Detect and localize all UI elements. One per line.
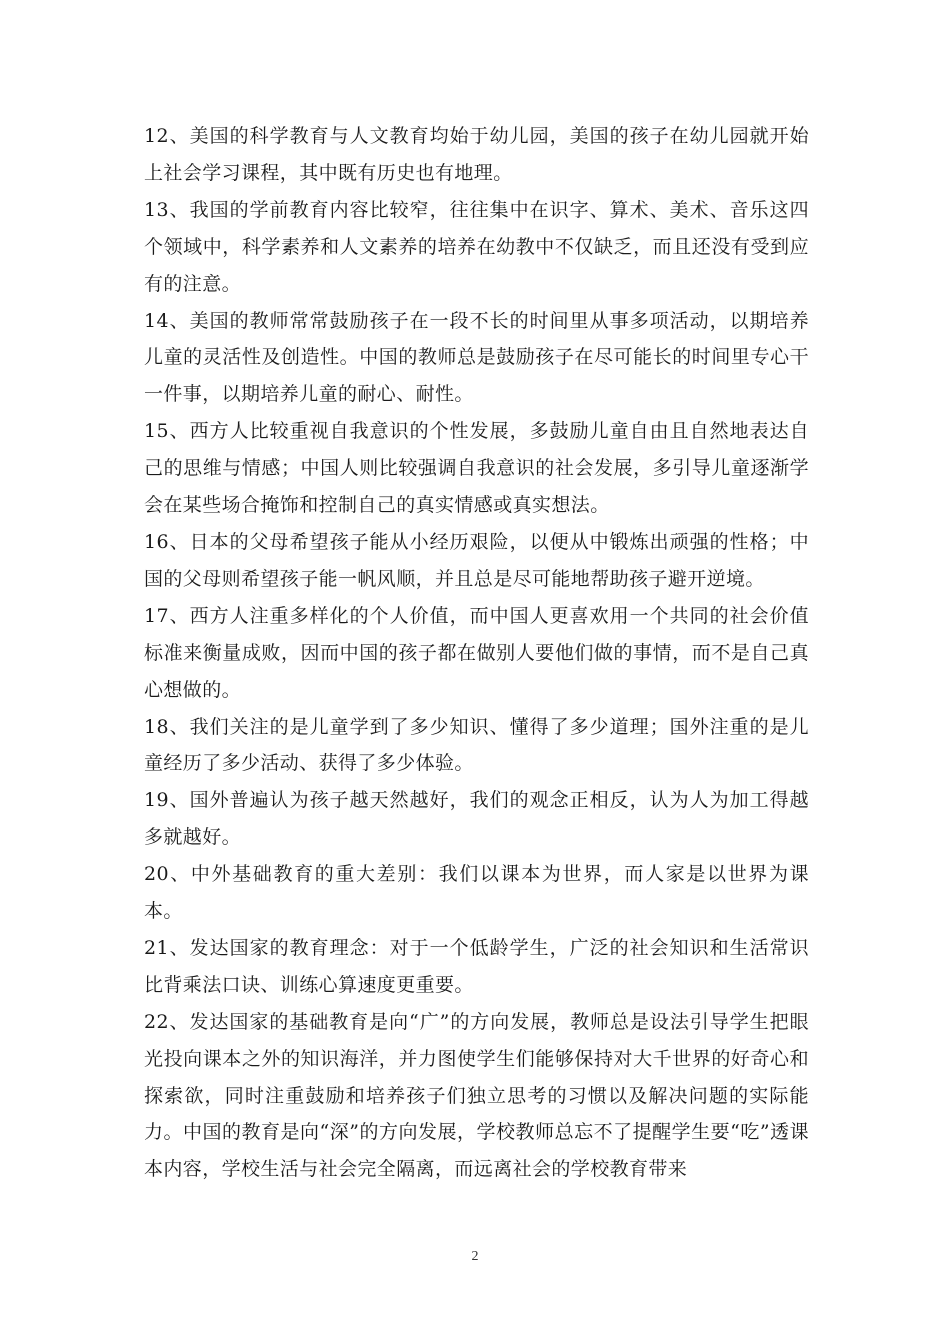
page-number: 2 [471,1249,479,1264]
paragraph-21: 21、发达国家的教育理念：对于一个低龄学生，广泛的社会知识和生活常识比背乘法口诀、训练心算速度更重要。 [144,936,809,996]
document-body [144,118,809,1188]
paragraph-13: 13、我国的学前教育内容比较窄，往往集中在识字、算术、美术、音乐这四个领域中，科学素养和人文素养的培养在幼教中不仅缺乏，而且还没有受到应有的注意。 [144,198,809,295]
paragraph-22: 22、发达国家的基础教育是向“广”的方向发展，教师总是设法引导学生把眼光投向课本之外的知识海洋，并力图使学生们能够保持对大千世界的好奇心和探索欲，同时注重鼓励和培养孩子们独立思考的习惯以及解决问题的实际能力。中国的教育是向“深”的方向发展，学校教师总忘不了提醒学生要“吃”透课本内容，学校生活与社会完全隔离，而远离社会的学校教育带来 [144,1010,809,1181]
paragraph-16: 16、日本的父母希望孩子能从小经历艰险，以便从中锻炼出顽强的性格；中国的父母则希望孩子能一帆风顺，并且总是尽可能地帮助孩子避开逆境。 [144,530,809,590]
paragraph-15: 15、西方人比较重视自我意识的个性发展，多鼓励儿童自由且自然地表达自己的思维与情感；中国人则比较强调自我意识的社会发展，多引导儿童逐渐学会在某些场合掩饰和控制自己的真实情感或真实想法。 [144,420,809,517]
paragraph-14: 14、美国的教师常常鼓励孩子在一段不长的时间里从事多项活动，以期培养儿童的灵活性及创造性。中国的教师总是鼓励孩子在尽可能长的时间里专心干一件事，以期培养儿童的耐心、耐性。 [144,309,809,406]
paragraph-20: 20、中外基础教育的重大差别：我们以课本为世界，而人家是以世界为课本。 [144,863,809,923]
paragraph-17: 17、西方人注重多样化的个人价值，而中国人更喜欢用一个共同的社会价值标准来衡量成败，因而中国的孩子都在做别人要他们做的事情，而不是自己真心想做的。 [144,604,809,701]
paragraph-12: 12、美国的科学教育与人文教育均始于幼儿园，美国的孩子在幼儿园就开始上社会学习课程，其中既有历史也有地理。 [144,125,809,184]
paragraph-19: 19、国外普遍认为孩子越天然越好，我们的观念正相反，认为人为加工得越多就越好。 [144,789,809,849]
paragraph-18: 18、我们关注的是儿童学到了多少知识、懂得了多少道理；国外注重的是儿童经历了多少活动、获得了多少体验。 [144,715,809,775]
